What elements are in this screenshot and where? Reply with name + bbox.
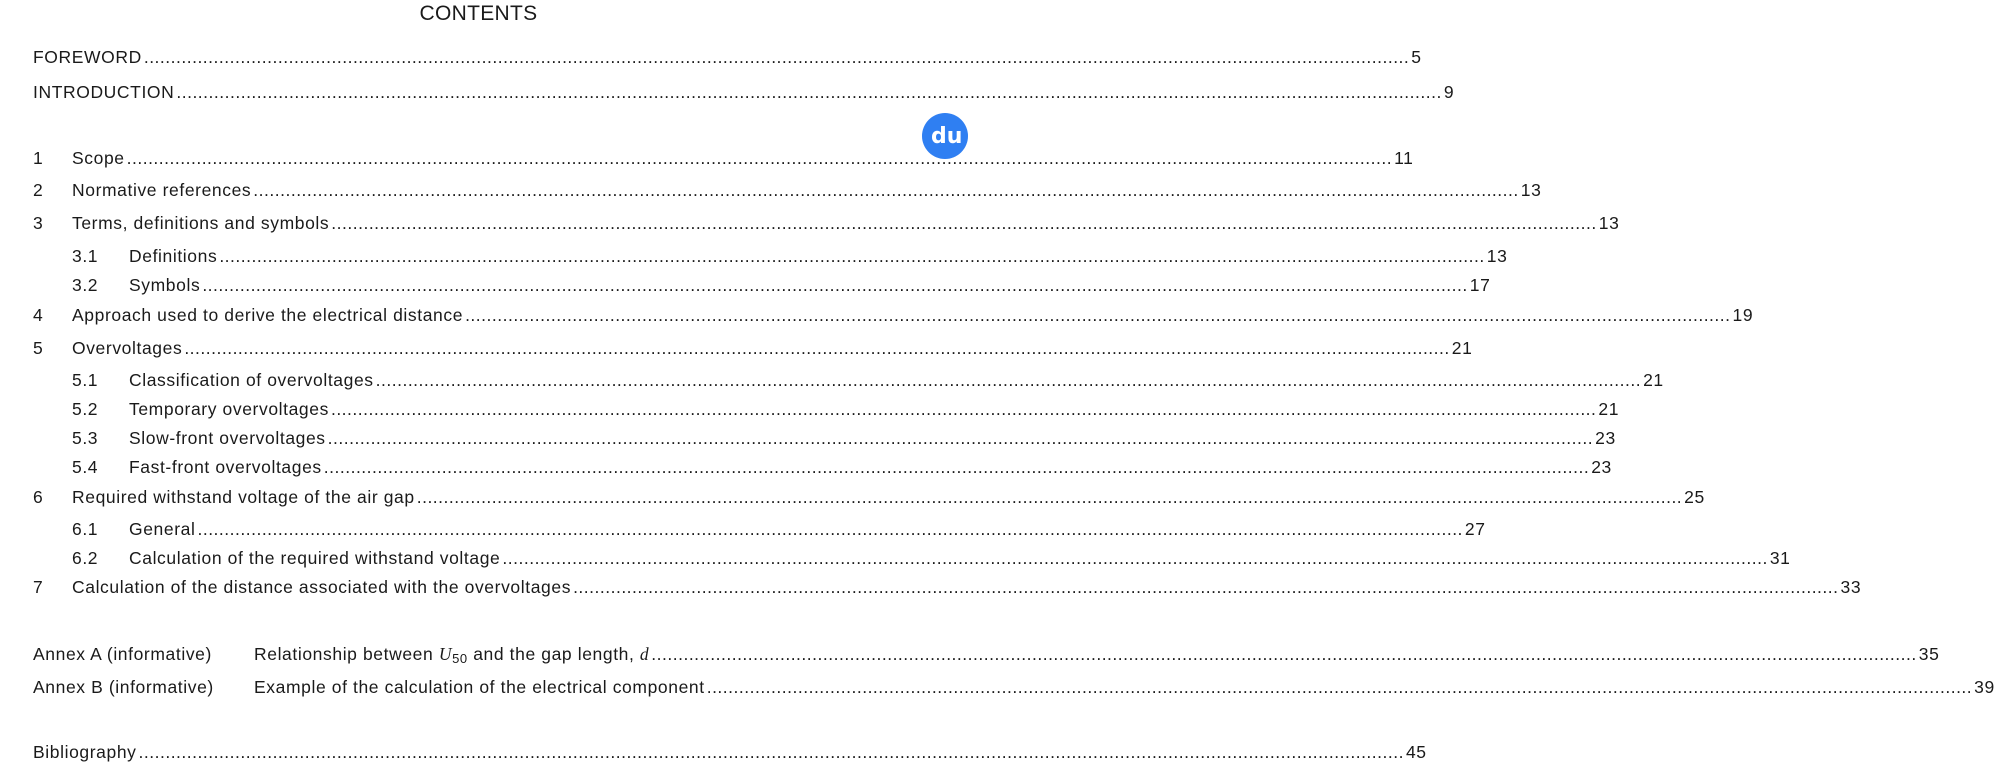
toc-entry-clause-5[interactable] (33, 337, 1473, 359)
leader-dots (324, 456, 1589, 478)
annex-label: Annex A (informative) (33, 644, 212, 664)
toc-page-number: 5 (1411, 47, 1422, 67)
toc-entry-subclause-6-2[interactable] (72, 547, 1791, 569)
symbol-d: d (639, 644, 650, 664)
toc-entry-text: Slow-front overvoltages (129, 428, 326, 448)
toc-entry-text: Definitions (129, 246, 218, 266)
toc-entry-clause-7[interactable] (33, 576, 1862, 598)
toc-entry-clause-6[interactable] (33, 486, 1705, 508)
toc-entry-text: INTRODUCTION (33, 82, 175, 102)
toc-entry-number: 5.2 (72, 399, 99, 419)
toc-entry-text: Relationship between U50 and the gap length, d (254, 644, 650, 666)
leader-dots (219, 245, 1484, 267)
toc-entry-number: 6.1 (72, 519, 99, 539)
toc-page-number: 33 (1840, 577, 1862, 597)
leader-dots (331, 212, 1596, 234)
leader-dots (331, 398, 1596, 420)
toc-page-number: 23 (1591, 457, 1612, 477)
toc-page-number: 13 (1520, 180, 1542, 200)
toc-page-number: 11 (1394, 148, 1414, 168)
leader-dots (376, 369, 1641, 391)
toc-entry-number: 2 (33, 180, 44, 200)
toc-entry-number: 5 (33, 338, 44, 358)
toc-entry-clause-2[interactable] (33, 179, 1542, 201)
toc-page-number: 21 (1598, 399, 1620, 419)
toc-entry-annex-a[interactable] (33, 643, 1940, 666)
toc-entry-text: Terms, definitions and symbols (72, 213, 330, 233)
toc-entry-clause-3[interactable] (33, 212, 1620, 234)
toc-entry-text: Calculation of the required withstand voltage (129, 548, 501, 568)
toc-page-number: 19 (1732, 305, 1754, 325)
leader-dots (176, 81, 1441, 103)
toc-entry-number: 3.1 (72, 246, 99, 266)
toc-page-number: 27 (1464, 519, 1486, 539)
toc-entry-subclause-3-1[interactable] (72, 245, 1508, 267)
toc-entry-number: 5.1 (72, 370, 99, 390)
toc-entry-number: 6.2 (72, 548, 99, 568)
toc-entry-text: General (129, 519, 196, 539)
toc-entry-bibliography[interactable] (33, 741, 1427, 763)
toc-page-number: 35 (1918, 644, 1940, 664)
leader-dots (465, 304, 1730, 326)
toc-entry-number: 7 (33, 577, 44, 597)
toc-entry-text: FOREWORD (33, 47, 142, 67)
toc-page-number: 17 (1469, 275, 1491, 295)
toc-page-number: 13 (1598, 213, 1620, 233)
toc-entry-text: Approach used to derive the electrical distance (72, 305, 464, 325)
toc-entry-text: Symbols (129, 275, 201, 295)
toc-entry-text: Fast-front overvoltages (129, 457, 322, 477)
toc-entry-text: Required withstand voltage of the air gap (72, 487, 415, 507)
toc-page-number: 39 (1974, 677, 1995, 697)
toc-page-number: 13 (1486, 246, 1508, 266)
leader-dots (502, 547, 1767, 569)
leader-dots (417, 486, 1682, 508)
leader-dots (202, 274, 1467, 296)
toc-entry-number: 5.4 (72, 457, 99, 477)
toc-entry-clause-4[interactable] (33, 304, 1754, 326)
leader-dots (139, 741, 1404, 763)
leader-dots (651, 643, 1916, 665)
toc-entry-subclause-5-4[interactable] (72, 456, 1612, 478)
toc-entry-text: Scope (72, 148, 125, 168)
toc-entry-text: Classification of overvoltages (129, 370, 374, 390)
toc-entry-subclause-5-2[interactable] (72, 398, 1620, 420)
toc-page-number: 45 (1405, 742, 1427, 762)
toc-entry-text: Normative references (72, 180, 252, 200)
leader-dots (707, 676, 1972, 698)
toc-entry-introduction[interactable] (33, 81, 1455, 103)
leader-dots (197, 518, 1462, 540)
toc-entry-text: Overvoltages (72, 338, 183, 358)
toc-entry-text: Temporary overvoltages (129, 399, 329, 419)
toc-entry-text: Example of the calculation of the electrical component (254, 677, 705, 697)
toc-entry-number: 1 (33, 148, 44, 168)
leader-dots (144, 46, 1409, 68)
annex-label: Annex B (informative) (33, 677, 214, 697)
leader-dots (328, 427, 1593, 449)
toc-entry-text: Bibliography (33, 742, 137, 762)
symbol-u50: U50 (438, 644, 468, 666)
toc-page-number: 21 (1643, 370, 1664, 390)
toc-page-number: 9 (1443, 82, 1455, 102)
toc-entry-clause-1[interactable] (33, 147, 1414, 169)
toc-entry-text: Calculation of the distance associated with the overvoltages (72, 577, 572, 597)
leader-dots (253, 179, 1518, 201)
leader-dots (573, 576, 1838, 598)
toc-entry-subclause-3-2[interactable] (72, 274, 1491, 296)
toc-entry-subclause-6-1[interactable] (72, 518, 1486, 540)
toc-entry-number: 3 (33, 213, 44, 233)
toc-entry-number: 3.2 (72, 275, 99, 295)
toc-page-number: 23 (1595, 428, 1616, 448)
toc-entry-number: 4 (33, 305, 44, 325)
leader-dots (127, 147, 1392, 169)
floating-badge-icon[interactable]: du (922, 113, 968, 159)
toc-entry-annex-b[interactable] (33, 676, 1995, 698)
toc-entry-number: 5.3 (72, 428, 99, 448)
leader-dots (184, 337, 1449, 359)
toc-page-number: 31 (1769, 548, 1791, 568)
toc-page-number: 25 (1684, 487, 1705, 507)
toc-entry-subclause-5-1[interactable] (72, 369, 1664, 391)
toc-entry-foreword[interactable] (33, 46, 1422, 68)
toc-entry-subclause-5-3[interactable] (72, 427, 1616, 449)
toc-page-number: 21 (1451, 338, 1473, 358)
page-title: CONTENTS (419, 2, 538, 25)
toc-entry-number: 6 (33, 487, 44, 507)
